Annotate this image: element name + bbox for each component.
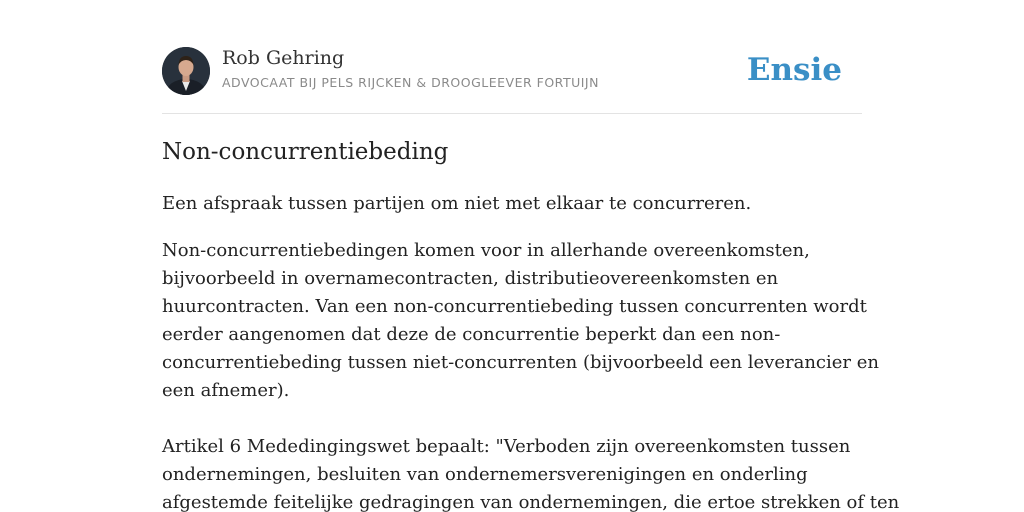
author-name[interactable]: Rob Gehring: [222, 47, 345, 69]
term-description: [162, 237, 900, 512]
author-header: [162, 46, 862, 96]
term-summary: Een afspraak tussen partijen om niet met elkaar te concurreren.: [162, 193, 752, 214]
author-avatar[interactable]: [162, 47, 210, 95]
author-job-title: ADVOCAAT BIJ PELS RIJCKEN & DROOGLEEVER FORTUIJN: [222, 75, 599, 90]
term-title: Non-concurrentiebeding: [162, 139, 449, 165]
author-photo: [162, 47, 210, 95]
paragraph-break: [162, 405, 862, 433]
paragraph-line: concurrentiebeding tussen niet-concurrenten (bijvoorbeeld een leverancier en: [162, 352, 879, 373]
paragraph-line: Artikel 6 Mededingingswet bepaalt: "Verboden zijn overeenkomsten tussen: [162, 436, 851, 457]
paragraph-line: eerder aangenomen dat deze de concurrentie beperkt dan een non-: [162, 324, 781, 345]
paragraph-line: Non-concurrentiebedingen komen voor in allerhande overeenkomsten,: [162, 240, 810, 261]
ensie-logo[interactable]: Ensie: [746, 52, 842, 88]
header-divider: [162, 113, 862, 114]
paragraph-line: ondernemingen, besluiten van ondernemersverenigingen en onderling: [162, 464, 808, 485]
paragraph-line: een afnemer).: [162, 380, 290, 401]
paragraph-line: huurcontracten. Van een non-concurrentiebeding tussen concurrenten wordt: [162, 296, 867, 317]
paragraph-line: afgestemde feitelijke gedragingen van ondernemingen, die ertoe strekken of ten: [162, 492, 900, 512]
paragraph-line: bijvoorbeeld in overnamecontracten, distributieovereenkomsten en: [162, 268, 779, 289]
